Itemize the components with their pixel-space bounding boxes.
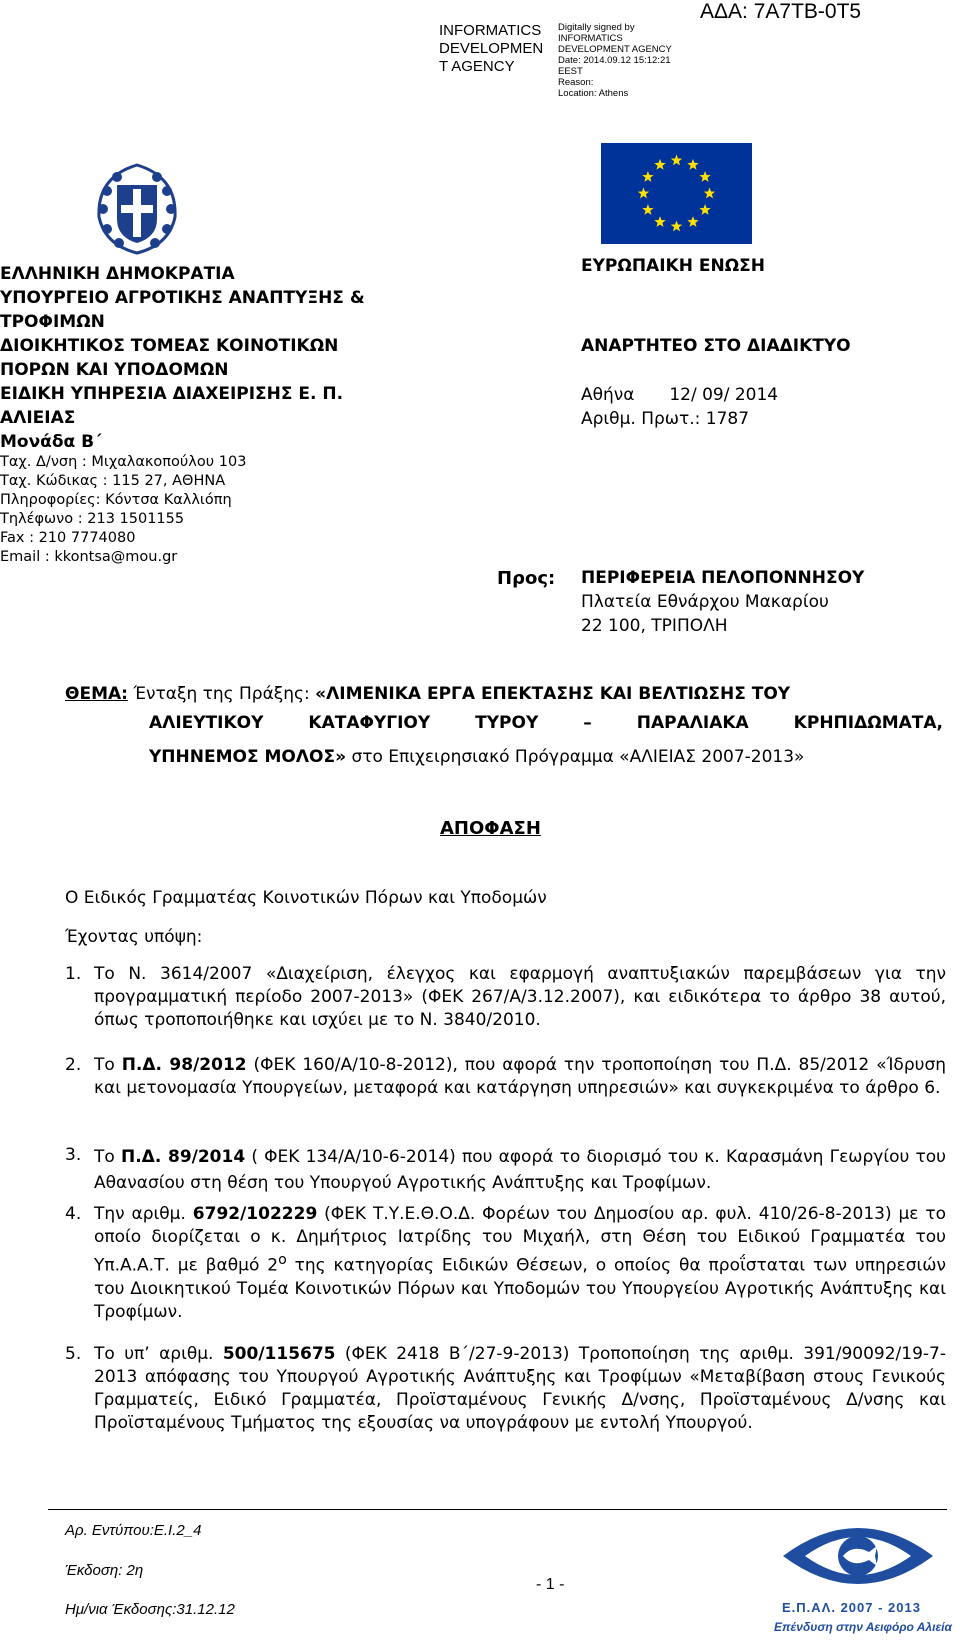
page-number: - 1 - — [536, 1576, 565, 1593]
doc-date: 12/ 09/ 2014 — [669, 385, 779, 405]
sender-contact — [0, 453, 246, 567]
protocol-number: 1787 — [705, 409, 750, 429]
item-text: της κατηγορίας Ειδικών Θέσεων, ο οποίος θα προΐσταται των υπηρεσιών του Διοικητικού Τομέα Κοινοτικών Πόρων και Υποδομών του Υπουργείου Αγροτικής Ανάπτυξης και Τροφίμων. — [94, 1255, 946, 1322]
item-text: Την αριθμ. — [94, 1204, 193, 1224]
eu-label: ΕΥΡΩΠΑΙΚΗ ΕΝΩΣΗ — [581, 256, 765, 276]
contact-line: Ταχ. Δ/νση : Μιχαλακοπούλου 103 — [0, 454, 247, 470]
item-number: 5. — [65, 1344, 82, 1364]
contact-line: Πληροφορίες: Κόντσα Καλλιόπη — [0, 492, 232, 508]
sender-line: ΠΟΡΩΝ ΚΑΙ ΥΠΟΔΟΜΩΝ — [0, 360, 229, 380]
item-text: ( ΦΕΚ 134/Α/10-6-2014) που αφορά το διορισμό του κ. Καρασμάνη Γεωργίου του Αθανασίου στη θέση του Υπουργού Αγροτικής Ανάπτυξης και Τροφίμων. — [94, 1147, 946, 1193]
signer-line: INFORMATICS — [439, 22, 542, 39]
item-number: 1. — [65, 964, 82, 984]
date-line — [581, 383, 778, 407]
subject-title: «ΛΙΜΕΝΙΚΑ ΕΡΓΑ ΕΠΕΚΤΑΣΗΣ ΚΑΙ ΒΕΛΤΙΩΣΗΣ ΤΟΥ — [315, 684, 791, 704]
logo-line-2: Επένδυση στην Αειφόρο Αλιεία — [774, 1620, 952, 1634]
sender-line: ΑΛΙΕΙΑΣ — [0, 408, 76, 428]
recipient-label: Προς: — [497, 568, 556, 589]
city-label: Αθήνα — [581, 385, 635, 405]
contact-line: Τηλέφωνο : 213 1501155 — [0, 511, 185, 527]
posted-online-label: ΑΝΑΡΤΗΤΕΟ ΣΤΟ ΔΙΑΔΙΚΤΥΟ — [581, 336, 851, 356]
sender-line: Μονάδα Β΄ — [0, 432, 102, 452]
subject-line-3 — [149, 746, 804, 769]
list-item — [94, 1343, 946, 1435]
epal-logo-icon — [769, 1514, 947, 1598]
item-ref: 500/115675 — [222, 1344, 336, 1364]
list-item — [94, 1203, 946, 1324]
sender-line: ΕΙΔΙΚΗ ΥΠΗΡΕΣΙΑ ΔΙΑΧΕΙΡΙΣΗΣ Ε. Π. — [0, 384, 344, 404]
recipient-name: ΠΕΡΙΦΕΡΕΙΑ ΠΕΛΟΠΟΝΝΗΣΟΥ — [581, 568, 865, 588]
issuer-line: Ο Ειδικός Γραμματέας Κοινοτικών Πόρων και Υποδομών — [65, 888, 547, 908]
signature-signer — [439, 22, 543, 76]
sender-block — [0, 262, 450, 454]
item-text: (ΦΕΚ 160/Α/10-8-2012), που αφορά την τροποποίηση του Π.Δ. 85/2012 «Ίδρυση και μετονομασία Υπουργείων, μεταφορά και κατάργηση υπηρεσιών» και συγκεκριμένα το άρθρο 6. — [94, 1055, 946, 1098]
recipient-block — [581, 566, 864, 638]
subject-line-2: ΑΛΙΕΥΤΙΚΟΥ ΚΑΤΑΦΥΓΙΟΥ ΤΥΡΟΥ – ΠΑΡΑΛΙΑΚΑ ΚΡΗΠΙΔΩΜΑΤΑ, — [149, 713, 943, 733]
contact-line: Fax : 210 7774080 — [0, 530, 136, 546]
contact-line: Ταχ. Κώδικας : 115 27, ΑΘΗΝΑ — [0, 473, 226, 489]
item-ref: Π.Δ. 89/2014 — [120, 1147, 246, 1167]
protocol-label: Αριθμ. Πρωτ.: — [581, 409, 701, 429]
item-ref: Π.Δ. 98/2012 — [121, 1055, 247, 1075]
list-item — [94, 1054, 946, 1100]
signature-line: INFORMATICS — [558, 33, 623, 44]
subject-label: ΘΕΜΑ: — [65, 684, 128, 704]
item-text: (ΦΕΚ 2418 Β΄/27-9-2013) Τροποποίηση της αριθμ. 391/90092/19-7-2013 απόφασης του Υπουργού Αγροτικής Ανάπτυξης και Τροφίμων «Μεταβίβαση στους Γενικούς Γραμματείς, Ειδικό Γραμματέα, Προϊσταμένους Γενικής Δ/νσης, Προϊσταμένους Δ/νσης και Προϊσταμένους Τμήματος της εξουσίας να υπογράφουν με εντολή Υπουργού. — [94, 1344, 946, 1433]
logo-line-1: Ε.Π.ΑΛ. 2007 - 2013 — [782, 1600, 921, 1615]
decision-title: ΑΠΟΦΑΣΗ — [440, 818, 541, 839]
sender-line: ΔΙΟΙΚΗΤΙΚΟΣ ΤΟΜΕΑΣ ΚΟΙΝΟΤΙΚΩΝ — [0, 336, 339, 356]
item-text: Το — [94, 1055, 122, 1075]
subject-tail: στο Επιχειρησιακό Πρόγραμμα «ΑΛΙΕΙΑΣ 2007-2013» — [346, 747, 805, 767]
sender-line: ΥΠΟΥΡΓΕΙΟ ΑΓΡΟΤΙΚΗΣ ΑΝΑΠΤΥΞΗΣ & — [0, 288, 365, 308]
considering-line: Έχοντας υπόψη: — [65, 927, 203, 947]
footer-divider — [48, 1509, 947, 1510]
signature-line: Reason: — [558, 77, 594, 88]
signature-details — [558, 22, 672, 99]
ada-code: ΑΔΑ: 7Α7ΤΒ-0Τ5 — [700, 0, 862, 23]
item-number: 2. — [65, 1055, 82, 1075]
signature-line: DEVELOPMENT AGENCY — [558, 44, 672, 55]
sender-line: ΤΡΟΦΙΜΩΝ — [0, 312, 105, 332]
subject-title: ΥΠΗΝΕΜΟΣ ΜΟΛΟΣ» — [149, 747, 347, 767]
protocol-line — [581, 407, 749, 431]
item-text: Το — [94, 1147, 121, 1167]
contact-line: Email : kkontsa@mou.gr — [0, 549, 178, 565]
list-item — [94, 1144, 946, 1196]
item-text: (ΦΕΚ Τ.Υ.Ε.Θ.Ο.Δ. Φορέων του Δημοσίου αρ. φυλ. 410/26-8-2013) με το οποίο διορίζεται ο κ. Δημήτριος Ιατρίδης του Μιχαήλ, στη Θέση του Ειδικού Γραμματέα του Υπ.Α.Α.Τ. με βαθμό 2 — [94, 1204, 946, 1276]
signature-line: Date: 2014.09.12 15:12:21 — [558, 55, 671, 66]
item-number: 4. — [65, 1204, 82, 1224]
edition-date: Ημ/νια Έκδοσης:31.12.12 — [65, 1601, 235, 1618]
sender-line: ΕΛΛΗΝΙΚΗ ΔΗΜΟΚΡΑΤΙΑ — [0, 264, 235, 284]
list-item: Το Ν. 3614/2007 «Διαχείριση, έλεγχος και εφαρμογή αναπτυξιακών παρεμβάσεων για την προγραμματική περίοδο 2007-2013» (ΦΕΚ 267/Α/3.12.2007), και ειδικότερα το άρθρο 38 αυτού, όπως τροποποιήθηκε και ισχύει με το Ν. 3840/2010. — [94, 964, 946, 1030]
signature-line: EEST — [558, 66, 583, 77]
subject-line-1 — [65, 678, 790, 710]
signer-line: DEVELOPMEN — [439, 40, 544, 57]
subject-intro: Ένταξη της Πράξης: — [133, 684, 310, 704]
signature-line: Digitally signed by — [558, 22, 635, 33]
item-number: 3. — [65, 1145, 82, 1165]
recipient-city: 22 100, ΤΡΙΠΟΛΗ — [581, 616, 728, 636]
eu-flag-icon — [601, 143, 752, 244]
signature-line: Location: Athens — [558, 88, 629, 99]
item-text: Το υπ’ αριθμ. — [94, 1344, 223, 1364]
item-sup: ο — [278, 1252, 287, 1268]
item-ref: 6792/102229 — [192, 1204, 318, 1224]
signer-line: T AGENCY — [439, 58, 515, 75]
recipient-address: Πλατεία Εθνάρχου Μακαρίου — [581, 592, 829, 612]
greek-emblem-icon — [89, 157, 185, 257]
form-number: Αρ. Εντύπου:Ε.Ι.2_4 — [65, 1522, 202, 1539]
edition: Έκδοση: 2η — [65, 1562, 144, 1579]
